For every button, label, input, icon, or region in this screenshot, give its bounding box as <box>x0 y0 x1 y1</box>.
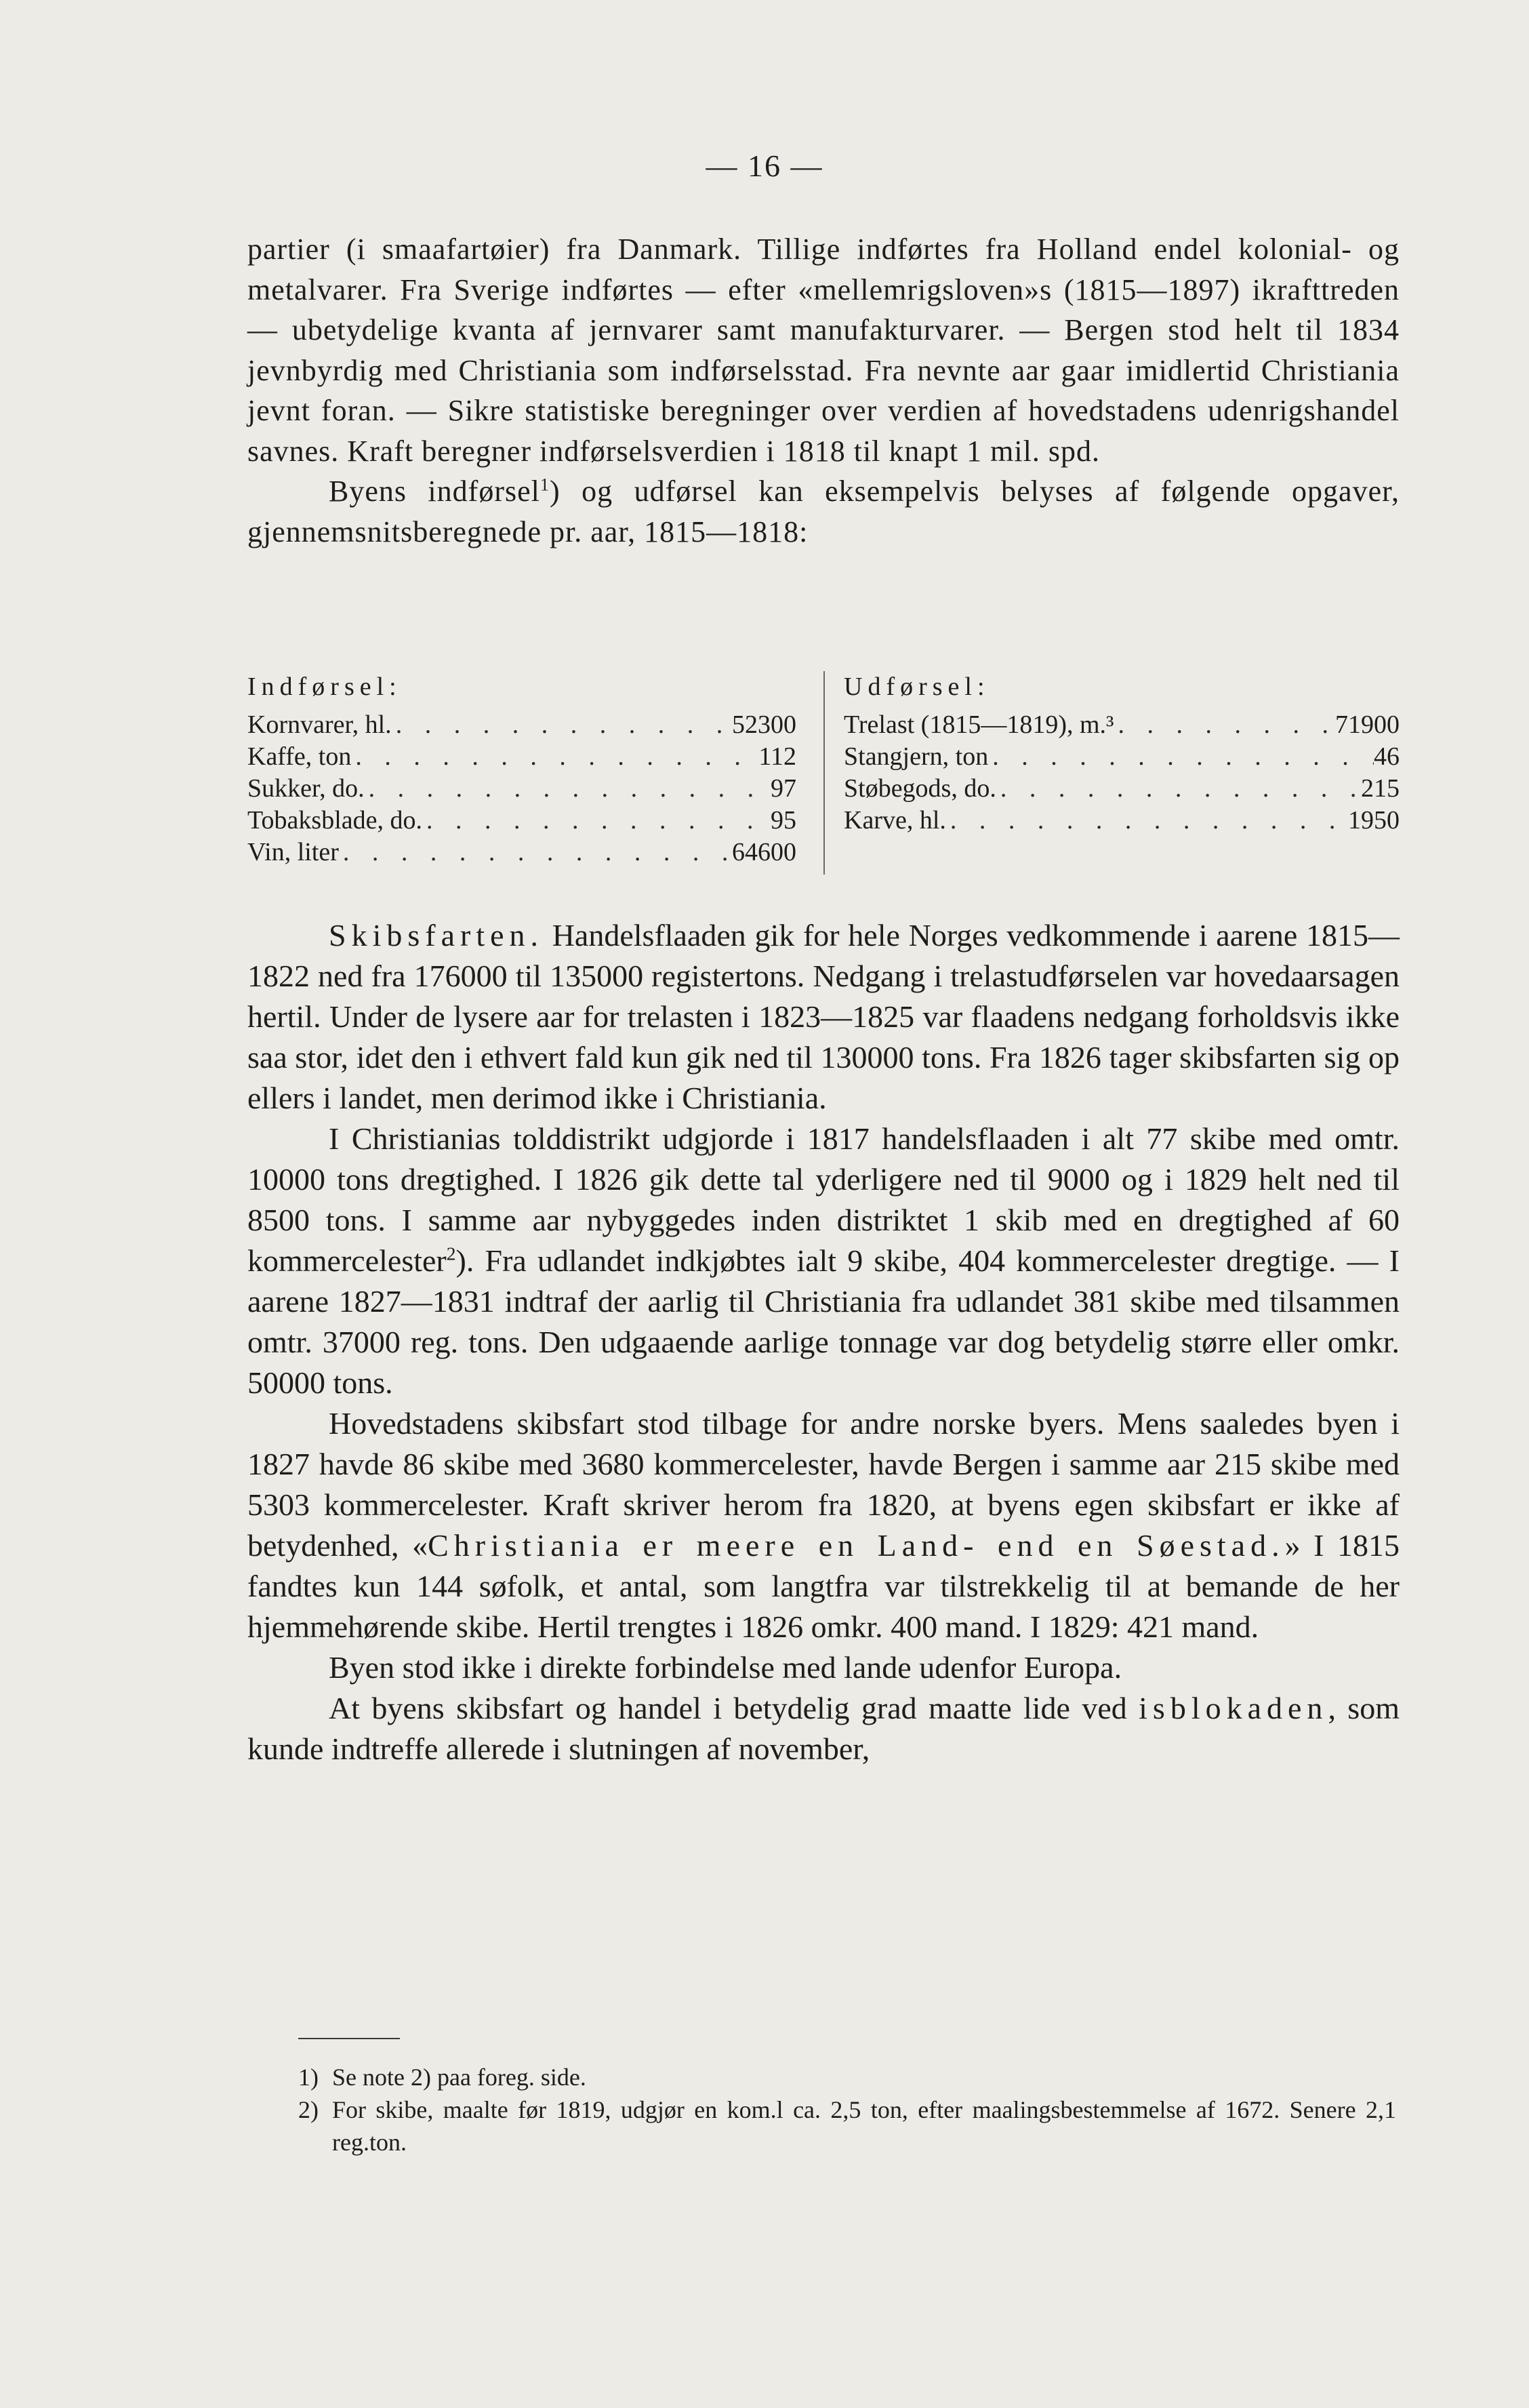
footnotes <box>298 2061 1396 2159</box>
shipping-paragraph-3 <box>247 1403 1400 1647</box>
table-row <box>247 709 796 741</box>
table-row <box>247 805 796 837</box>
lead-text: Byens indførsel <box>329 475 540 508</box>
table-row <box>247 741 796 773</box>
row-value: 52300 <box>732 710 796 739</box>
column-divider <box>823 671 825 875</box>
row-label: Sukker, do. <box>247 774 365 803</box>
row-label: Støbegods, do. <box>844 774 996 803</box>
shipping-section <box>247 915 1400 1769</box>
row-label: Kaffe, ton <box>247 742 352 771</box>
leader-dots <box>339 837 732 868</box>
emphasized-term: isblokaden <box>1139 1691 1328 1725</box>
shipping-paragraph-2 <box>247 1119 1400 1403</box>
table-row <box>844 773 1400 805</box>
row-label: Vin, liter <box>247 838 339 866</box>
row-value: 64600 <box>732 838 796 866</box>
page-number: — 16 — <box>706 148 823 183</box>
paragraph-text-rest: » I 1815 fandtes kun 144 søfolk, et antal, som langtfra var tilstrekkelig til at bemande de her hjemmehørende skibe. Hertil trengtes i 1826 omkr. 400 mand. I 1829: 421 mand. <box>247 1528 1400 1644</box>
paragraph-text: Hovedstadens skibsfart stod tilbage for andre norske byers. Mens saaledes byen i 1827 havde 86 skibe med 3680 kommercelester, havde Bergen i samme aar 215 skibe med 5303 kommercelester. Kraft skriver herom fra 1820, at byens egen skibsfart er ikke af betydenhed, « <box>247 1406 1400 1563</box>
footnote-text: Se note 2) paa foreg. side. <box>332 2064 586 2091</box>
paragraph-text-rest: , som kunde indtreffe allerede i slutningen af november, <box>247 1691 1400 1766</box>
footnote-mark: 1) <box>298 2064 319 2091</box>
trade-tables <box>247 671 1400 875</box>
table-row <box>247 837 796 868</box>
leader-dots <box>351 741 758 773</box>
quoted-text: Christiania er meere en Land- end en Søestad. <box>428 1528 1285 1563</box>
table-row <box>844 741 1400 773</box>
footnote-ref: 1 <box>539 474 550 495</box>
leader-dots <box>392 709 732 741</box>
row-label: Karve, hl. <box>844 806 946 835</box>
row-value: 46 <box>1374 742 1400 771</box>
paragraph-text: I Christianias tolddistrikt udgjorde i 1817 handelsflaaden i alt 77 skibe med omtr. 10000 tons dregtighed. I 1826 gik dette tal yderligere ned til 9000 og i 1829 helt ned til 8500 tons. I samme aar nybyggedes inden distriktet 1 skib med en dregtighed af 60 kommercelester <box>247 1121 1400 1278</box>
intro-lead-paragraph <box>247 471 1400 552</box>
row-label: Kornvarer, hl. <box>247 710 392 739</box>
lead-text-rest: ) og udførsel kan eksempelvis belyses af følgende opgaver, gjennemsnitsberegnede pr. aar, 1815—1818: <box>247 475 1400 548</box>
row-label: Tobaksblade, do. <box>247 806 423 835</box>
leader-dots <box>422 805 771 837</box>
footnote-ref: 2 <box>446 1243 456 1264</box>
row-value: 71900 <box>1335 710 1400 739</box>
intro-text <box>247 229 1400 552</box>
paragraph-text: Handelsflaaden gik for hele Norges vedkommende i aarene 1815—1822 ned fra 176000 til 135000 registertons. Nedgang i trelastudførselen var hovedaarsagen hertil. Under de lysere aar for trelasten i 1823—1825 var flaadens nedgang forholdsvis ikke saa stor, idet den i ethvert fald kun gik ned til 130000 tons. Fra 1826 tager skibsfarten sig op ellers i landet, men derimod ikke i Christiania. <box>247 918 1400 1115</box>
leader-dots <box>1114 709 1335 741</box>
paragraph-text: At byens skibsfart og handel i betydelig grad maatte lide ved <box>329 1691 1139 1725</box>
intro-paragraph: partier (i smaafartøier) fra Danmark. Tillige indførtes fra Holland endel kolonial- og metalvarer. Fra Sverige indførtes — efter «mellemrigsloven»s (1815—1897) ikrafttreden — ubetydelige kvanta af jernvarer samt manufakturvarer. — Bergen stod helt til 1834 jevnbyrdig med Christiania som indførselsstad. Fra nevnte aar gaar imidlertid Christiania jevnt foran. — Sikre statistiske beregninger over verdien af hovedstadens udenrigshandel savnes. Kraft beregner indførselsverdien i 1818 til knapt 1 mil. spd. <box>247 233 1400 468</box>
table-row <box>844 709 1400 741</box>
footnote-mark: 2) <box>298 2096 319 2123</box>
row-label: Trelast (1815—1819), m.³ <box>844 710 1114 739</box>
paragraph-text-rest: ). Fra udlandet indkjøbtes ialt 9 skibe, 404 kommercelester dregtige. — I aarene 1827—1831 indtraf der aarlig til Christiania fra udlandet 381 skibe med tilsammen omtr. 37000 reg. tons. Den udgaaende aarlige tonnage var dog betydelig større eller omkr. 50000 tons. <box>247 1243 1400 1400</box>
row-value: 97 <box>771 774 796 803</box>
shipping-paragraph-4: Byen stod ikke i direkte forbindelse med lande udenfor Europa. <box>329 1650 1122 1685</box>
leader-dots <box>946 805 1348 837</box>
footnote <box>298 2061 1396 2093</box>
row-value: 215 <box>1361 774 1400 803</box>
export-heading: Udførsel: <box>844 673 990 701</box>
row-value: 1950 <box>1348 806 1400 835</box>
leader-dots <box>365 773 771 805</box>
table-row <box>844 805 1400 837</box>
leader-dots <box>996 773 1361 805</box>
import-table <box>247 671 796 868</box>
footnote <box>298 2093 1396 2159</box>
shipping-paragraph-1 <box>247 915 1400 1119</box>
leader-dots <box>988 741 1374 773</box>
row-label: Stangjern, ton <box>844 742 989 771</box>
footnote-text: For skibe, maalte før 1819, udgjør en kom.l ca. 2,5 ton, efter maalingsbestemmelse af 1672. Senere 2,1 reg.ton. <box>332 2096 1396 2156</box>
import-heading: Indførsel: <box>247 673 402 701</box>
row-value: 112 <box>758 742 796 771</box>
section-heading: Skibsfarten. <box>329 918 544 952</box>
export-table <box>844 671 1400 837</box>
footnote-rule <box>298 2038 400 2039</box>
table-row <box>247 773 796 805</box>
row-value: 95 <box>771 806 796 835</box>
shipping-paragraph-5 <box>247 1688 1400 1769</box>
